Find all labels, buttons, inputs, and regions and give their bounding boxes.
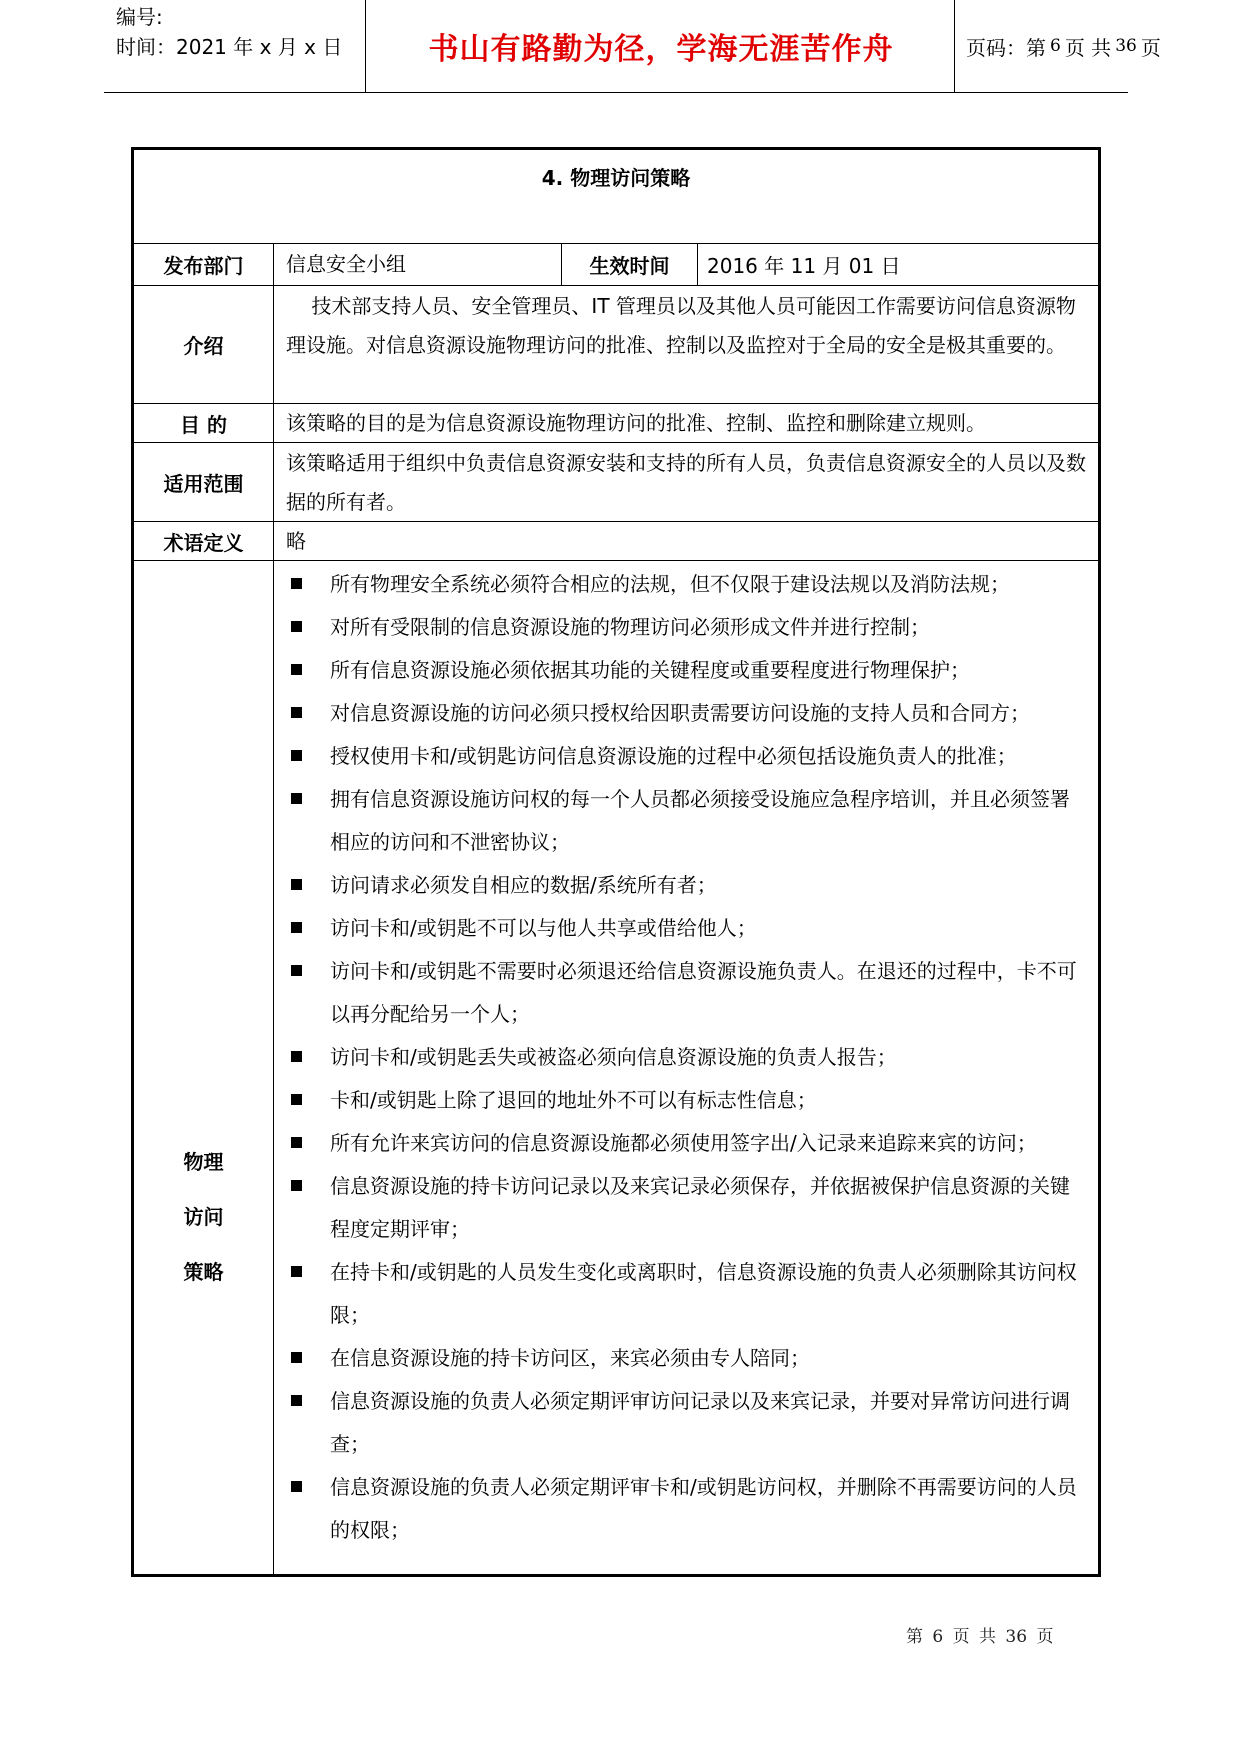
section-title-row bbox=[134, 150, 1098, 244]
rules-list bbox=[274, 561, 1098, 1574]
terms-label: 术语定义 bbox=[134, 522, 274, 560]
rule-text: 拥有信息资源设施访问权的每一个人员都必须接受设施应急程序培训，并且必须签署相应的访问和不泄密协议； bbox=[330, 787, 1070, 854]
bullet-square-icon bbox=[291, 1180, 302, 1191]
bullet-square-icon bbox=[291, 664, 302, 675]
rule-item bbox=[286, 1380, 1088, 1466]
header-motto: 书山有路勤为径，学海无涯苦作舟 bbox=[428, 32, 894, 67]
rule-text: 对信息资源设施的访问必须只授权给因职责需要访问设施的支持人员和合同方； bbox=[330, 701, 1030, 725]
publish-dept-value: 信息安全小组 bbox=[286, 251, 406, 276]
bullet-square-icon bbox=[291, 965, 302, 976]
bullet-square-icon bbox=[291, 793, 302, 804]
page-suffix: 页 bbox=[1140, 35, 1161, 60]
publish-dept-label: 发布部门 bbox=[134, 243, 274, 285]
bullet-square-icon bbox=[291, 1266, 302, 1277]
rule-text: 卡和/或钥匙上除了退回的地址外不可以有标志性信息； bbox=[330, 1088, 817, 1112]
publish-info-row bbox=[134, 243, 1098, 286]
bullet-square-icon bbox=[291, 750, 302, 761]
rule-text: 访问请求必须发自相应的数据/系统所有者； bbox=[330, 873, 717, 897]
purpose-row bbox=[134, 404, 1098, 443]
rule-item bbox=[286, 778, 1088, 864]
intro-row bbox=[134, 286, 1098, 404]
header-meta bbox=[116, 2, 364, 92]
page-prefix: 页码：第 bbox=[966, 35, 1046, 60]
rule-item bbox=[286, 1036, 1088, 1079]
policy-label-line: 物理 bbox=[183, 1150, 224, 1174]
bullet-square-icon bbox=[291, 1051, 302, 1062]
scope-row bbox=[134, 443, 1098, 522]
policy-label-line: 策略 bbox=[183, 1260, 224, 1284]
page-footer: 第 6 页 共 36 页 bbox=[906, 1627, 1054, 1647]
bullet-square-icon bbox=[291, 621, 302, 632]
scope-label: 适用范围 bbox=[134, 443, 274, 521]
scope-text: 该策略适用于组织中负责信息资源安装和支持的所有人员，负责信息资源安全的人员以及数据的所有者。 bbox=[286, 451, 1086, 514]
rule-item bbox=[286, 1337, 1088, 1380]
bullet-square-icon bbox=[291, 1094, 302, 1105]
bullet-square-icon bbox=[291, 879, 302, 890]
effective-date-value: 2016 年 11 月 01 日 bbox=[707, 253, 901, 278]
bullet-square-icon bbox=[291, 922, 302, 933]
rule-item bbox=[286, 1122, 1088, 1165]
rule-text: 在信息资源设施的持卡访问区，来宾必须由专人陪同； bbox=[330, 1346, 810, 1370]
rule-item bbox=[286, 950, 1088, 1036]
bullet-square-icon bbox=[291, 707, 302, 718]
rule-text: 信息资源设施的持卡访问记录以及来宾记录必须保存，并依据被保护信息资源的关键程度定期评审； bbox=[330, 1174, 1070, 1241]
bullet-square-icon bbox=[291, 1395, 302, 1406]
rule-item bbox=[286, 907, 1088, 950]
rule-text: 所有信息资源设施必须依据其功能的关键程度或重要程度进行物理保护； bbox=[330, 658, 970, 682]
bullet-square-icon bbox=[291, 1137, 302, 1148]
bullet-square-icon bbox=[291, 1481, 302, 1492]
rule-item bbox=[286, 735, 1088, 778]
rule-text: 访问卡和/或钥匙不需要时必须退还给信息资源设施负责人。在退还的过程中，卡不可以再分配给另一个人； bbox=[330, 959, 1077, 1026]
purpose-text: 该策略的目的是为信息资源设施物理访问的批准、控制、监控和删除建立规则。 bbox=[286, 410, 986, 435]
header-page-number bbox=[966, 0, 1161, 92]
policy-table bbox=[131, 147, 1101, 1577]
rule-text: 授权使用卡和/或钥匙访问信息资源设施的过程中必须包括设施负责人的批准； bbox=[330, 744, 1017, 768]
rule-item bbox=[286, 1079, 1088, 1122]
page-header bbox=[104, 0, 1161, 93]
rule-text: 在持卡和/或钥匙的人员发生变化或离职时，信息资源设施的负责人必须删除其访问权限； bbox=[330, 1260, 1077, 1327]
rule-text: 访问卡和/或钥匙不可以与他人共享或借给他人； bbox=[330, 916, 757, 940]
terms-row bbox=[134, 522, 1098, 561]
rule-item bbox=[286, 606, 1088, 649]
rule-text: 信息资源设施的负责人必须定期评审卡和/或钥匙访问权，并删除不再需要访问的人员的权限； bbox=[330, 1475, 1077, 1542]
terms-text: 略 bbox=[286, 528, 306, 553]
rule-item bbox=[286, 1466, 1088, 1552]
rule-text: 所有物理安全系统必须符合相应的法规，但不仅限于建设法规以及消防法规； bbox=[330, 572, 1010, 596]
document-date: 时间：2021 年 x 月 x 日 bbox=[116, 35, 343, 59]
rule-item bbox=[286, 864, 1088, 907]
rule-item bbox=[286, 1165, 1088, 1251]
rule-item bbox=[286, 563, 1088, 606]
rule-item bbox=[286, 692, 1088, 735]
header-divider bbox=[954, 0, 955, 92]
document-number-label: 编号: bbox=[116, 5, 163, 29]
policy-label-line: 访问 bbox=[183, 1205, 224, 1229]
effective-date-label: 生效时间 bbox=[561, 243, 698, 285]
rule-item bbox=[286, 649, 1088, 692]
rule-text: 所有允许来宾访问的信息资源设施都必须使用签字出/入记录来追踪来宾的访问； bbox=[330, 1131, 1037, 1155]
page-middle: 页 共 bbox=[1064, 35, 1112, 60]
bullet-square-icon bbox=[291, 1352, 302, 1363]
page-current: 6 bbox=[1050, 36, 1061, 56]
header-divider bbox=[365, 0, 366, 92]
rule-item bbox=[286, 1251, 1088, 1337]
rule-text: 访问卡和/或钥匙丢失或被盗必须向信息资源设施的负责人报告； bbox=[330, 1045, 897, 1069]
policy-rules-row bbox=[134, 561, 1098, 1574]
policy-label bbox=[134, 561, 274, 1574]
rule-text: 对所有受限制的信息资源设施的物理访问必须形成文件并进行控制； bbox=[330, 615, 930, 639]
intro-label: 介绍 bbox=[134, 286, 274, 403]
bullet-square-icon bbox=[291, 578, 302, 589]
purpose-label: 目 的 bbox=[134, 404, 274, 442]
section-title: 4. 物理访问策略 bbox=[541, 166, 691, 190]
page-total: 36 bbox=[1115, 36, 1137, 56]
intro-text: 技术部支持人员、安全管理员、IT 管理员以及其他人员可能因工作需要访问信息资源物理设施。对信息资源设施物理访问的批准、控制以及监控对于全局的安全是极其重要的。 bbox=[286, 294, 1076, 357]
rule-text: 信息资源设施的负责人必须定期评审访问记录以及来宾记录，并要对异常访问进行调查； bbox=[330, 1389, 1070, 1456]
